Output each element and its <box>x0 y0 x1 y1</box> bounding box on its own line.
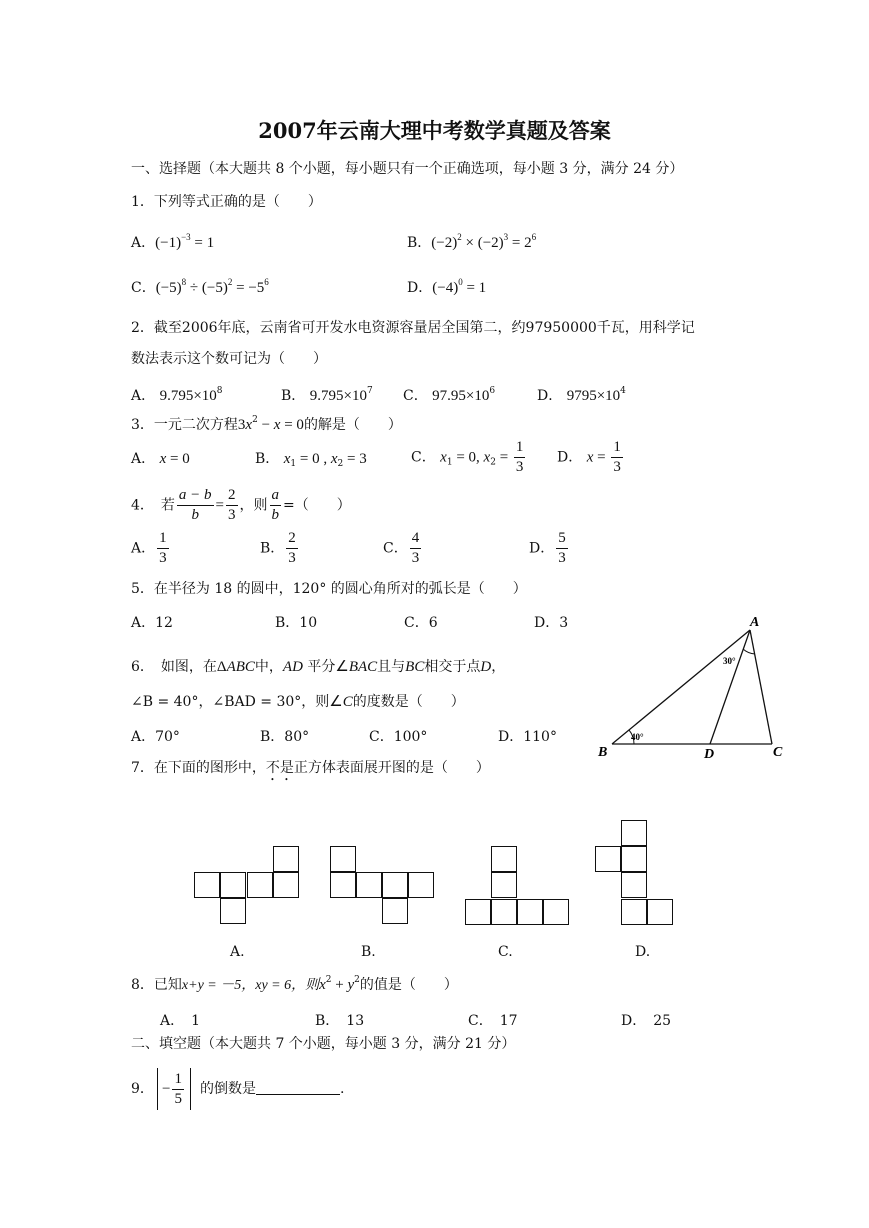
section-heading-2: 二、填空题（本大题共 7 个小题，每小题 3 分，满分 21 分） <box>131 1036 516 1052</box>
angle-b-label: 40° <box>631 732 644 742</box>
q8-option-a: A． 1 <box>160 1013 201 1029</box>
q6-option-c: C．100° <box>369 729 428 745</box>
q3-option-a: A． x = 0 <box>131 451 190 467</box>
section-heading-1: 一、选择题（本大题共 8 个小题，每小题只有一个正确选项，每小题 3 分，满分 24 分） <box>131 161 684 177</box>
q2-option-a: A． $9.795\times 10^8$ <box>131 386 223 404</box>
point-d-label: D <box>704 747 715 762</box>
q8-option-d: D． 25 <box>621 1013 672 1029</box>
q2-option-d: D． $9795\times 10^4$ <box>537 386 626 404</box>
q9-number: 9． <box>131 1081 154 1097</box>
q6-stem-line2: ∠B = 40°，∠BAD = 30°，则∠C的度数是（ ） <box>131 694 465 710</box>
vertex-c-label: C <box>773 745 783 760</box>
q8-stem: 8．已知x+y = －5，xy = 6，则$x^2 + y^2$的值是（ ） <box>131 975 458 993</box>
q9-answer-blank[interactable] <box>256 1082 340 1095</box>
q2-stem-line1: 2．截至2006年底，云南省可开发水电资源容量居全国第二，约97950000千瓦，用科学记 <box>131 320 695 336</box>
q1-option-a: A．$(-1)^{-3} = 1$ <box>131 232 215 251</box>
q1-option-c: C．$(-5)^8 \div (-5)^2 = -5^6$ <box>131 277 269 296</box>
q6-option-a: A．70° <box>131 729 180 745</box>
q9-abs-value: − $\frac{1}{5}$ <box>157 1068 191 1110</box>
q4-option-b: B． $\frac{2}{3}$ <box>260 530 296 566</box>
page-title: 2007年云南大理中考数学真题及答案 <box>258 118 611 143</box>
q5-option-b: B．10 <box>275 615 318 631</box>
angle-bad-label: 30° <box>723 656 736 666</box>
q7-stem: 7．在下面的图形中，不是正方体表面展开图的是（ ） <box>131 760 490 776</box>
q8-option-b: B． 13 <box>315 1013 365 1029</box>
side-ac <box>750 630 772 744</box>
q5-option-d: D．3 <box>534 615 569 631</box>
q4-option-d: D． $\frac{5}{3}$ <box>529 530 566 566</box>
q3-stem: 3．一元二次方程$3x^2 - x = 0$的解是（ ） <box>131 415 402 433</box>
q4-option-a: A． $\frac{1}{3}$ <box>131 530 167 566</box>
q2-stem-line2: 数法表示这个数可记为（ ） <box>131 351 327 367</box>
q4-option-c: C． $\frac{4}{3}$ <box>383 530 420 566</box>
q2-option-c: C． $97.95\times 10^6$ <box>403 386 496 404</box>
q6-option-b: B．80° <box>260 729 310 745</box>
net-b-label: B. <box>361 944 376 960</box>
q6-option-d: D．110° <box>498 729 557 745</box>
q6-stem-line1: 6． 如图，在ΔABC中，AD 平分∠BAC且与BC相交于点D， <box>131 659 506 675</box>
q4-stem: 4． 若 $\frac{a - b}{b}$ = $\frac{2}{3}$ ，则 $\frac{a}{b}$ =（ ） <box>131 487 351 523</box>
q3-option-d: D． x = $\frac{1}{3}$ <box>557 439 621 475</box>
q1-option-b: B．$(-2)^2 \times (-2)^3 = 2^6$ <box>407 232 537 251</box>
q3-option-c: C． $x_1 = 0$, $x_2$ = $\frac{1}{3}$ <box>411 439 524 475</box>
vertex-a-label: A <box>750 615 760 630</box>
triangle-figure <box>590 612 795 762</box>
net-d-label: D. <box>635 944 651 960</box>
q5-option-a: A．12 <box>131 615 173 631</box>
vertex-b-label: B <box>598 745 608 760</box>
q1-option-d: D．$(-4)^0 = 1$ <box>407 277 487 296</box>
q3-option-b: B． $x_1 = 0$ , $x_2 = 3$ <box>255 451 367 469</box>
q2-option-b: B． $9.795\times 10^7$ <box>281 386 373 404</box>
q5-option-c: C．6 <box>404 615 438 631</box>
net-a-label: A. <box>230 944 245 960</box>
q8-option-c: C． 17 <box>468 1013 518 1029</box>
q1-stem: 1．下列等式正确的是（ ） <box>131 194 322 210</box>
side-ab <box>612 630 750 744</box>
q9-stem: 的倒数是 . <box>200 1081 345 1097</box>
net-c-label: C. <box>498 944 513 960</box>
q5-stem: 5．在半径为 18 的圆中，120° 的圆心角所对的弧长是（ ） <box>131 581 527 597</box>
